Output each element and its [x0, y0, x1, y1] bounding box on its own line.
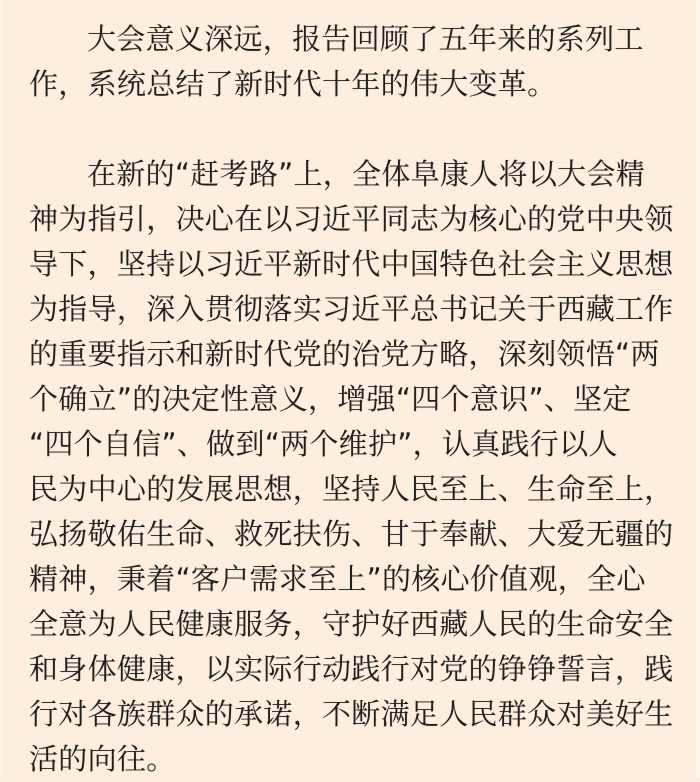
text-line: 大会意义深远，报告回顾了五年来的系列工	[87, 22, 644, 56]
text-line: 导下，坚持以习近平新时代中国特色社会主义思想	[29, 247, 674, 281]
text-line: 行对各族群众的承诺，不断满足人民群众对美好生	[29, 697, 674, 731]
text-line: 神为指引，决心在以习近平同志为核心的党中央领	[29, 202, 674, 236]
text-line: 个确立”的决定性意义，增强“四个意识”、坚定	[29, 382, 632, 416]
text-line: 作，系统总结了新时代十年的伟大变革。	[29, 67, 557, 101]
text-line: 为指导，深入贯彻落实习近平总书记关于西藏工作	[29, 292, 674, 326]
text-line: 的重要指示和新时代党的治党方略，深刻领悟“两	[29, 337, 660, 371]
text-line: 和身体健康，以实际行动践行对党的铮铮誓言，践	[29, 652, 674, 686]
paragraph	[29, 152, 674, 782]
text-line: 民为中心的发展思想，坚持人民至上、生命至上，	[29, 472, 674, 506]
paragraph	[29, 17, 671, 107]
text-line: 全意为人民健康服务，守护好西藏人民的生命安全	[29, 607, 674, 641]
text-line: “四个自信”、做到“两个维护”，认真践行以人	[29, 427, 618, 461]
text-line: 在新的“赶考路”上，全体阜康人将以大会精	[87, 157, 646, 191]
text-line: 精神，秉着“客户需求至上”的核心价值观，全心	[29, 562, 646, 596]
text-line: 活的向往。	[29, 742, 176, 776]
text-line: 弘扬敬佑生命、救死扶伤、甘于奉献、大爱无疆的	[29, 517, 674, 551]
